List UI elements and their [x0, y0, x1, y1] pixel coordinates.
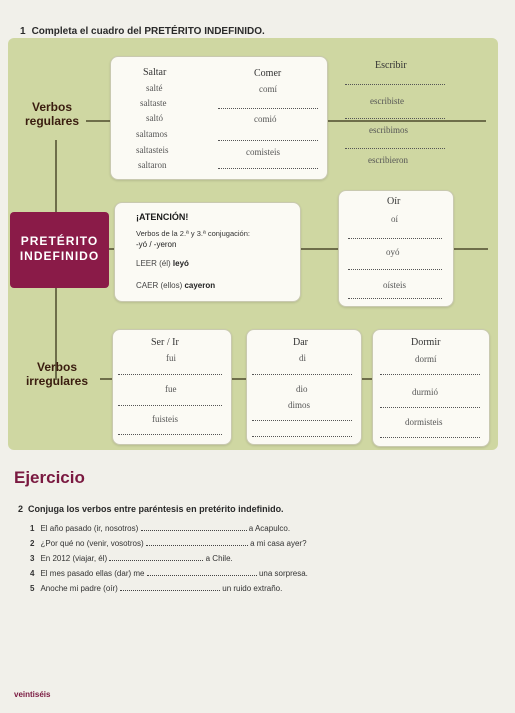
oir-form-2: oyó	[386, 247, 400, 257]
comer-heading: Comer	[254, 68, 282, 79]
saltar-heading: Saltar	[143, 67, 167, 78]
escribir-blank-1[interactable]	[345, 84, 445, 85]
oir-form-3: oísteis	[383, 280, 407, 290]
escribir-blank-3[interactable]	[345, 148, 445, 149]
escribir-heading: Escribir	[375, 60, 407, 71]
oir-blank-1[interactable]	[348, 238, 442, 239]
exercise-item-4: 4 El mes pasado ellas (dar) me una sorpresa.	[30, 569, 308, 578]
ser-ir-form-2: fue	[165, 384, 177, 394]
dar-form-3: dimos	[288, 400, 311, 410]
comer-form-2: comió	[254, 114, 277, 124]
exercise-item-2: 2 ¿Por qué no (venir, vosotros) a mi casa ayer?	[30, 539, 307, 548]
dormir-blank-1[interactable]	[380, 374, 480, 375]
atencion-title: ¡ATENCIÓN!	[136, 212, 189, 222]
dormir-heading: Dormir	[411, 337, 441, 348]
comer-blank-3[interactable]	[218, 168, 318, 169]
saltar-form-6: saltaron	[138, 160, 167, 170]
escribir-blank-2[interactable]	[345, 118, 445, 119]
oir-form-1: oí	[391, 214, 399, 224]
comer-blank-1[interactable]	[218, 108, 318, 109]
dar-form-1: di	[299, 353, 307, 363]
dormir-form-1: dormí	[415, 354, 437, 364]
section-number: 1	[20, 26, 26, 37]
dormir-blank-3[interactable]	[380, 437, 480, 438]
saltar-form-4: saltamos	[136, 129, 168, 139]
atencion-line-3: LEER (él) leyó	[136, 259, 189, 268]
regular-verbs-label: Verbos regulares	[24, 100, 80, 128]
saltar-form-5: saltasteis	[136, 145, 169, 155]
answer-blank-1[interactable]	[141, 530, 247, 531]
answer-blank-3[interactable]	[109, 560, 203, 561]
preterito-indefinido-label: PRETÉRITO INDEFINIDO	[10, 212, 109, 288]
dormir-blank-2[interactable]	[380, 407, 480, 408]
oir-heading: Oír	[387, 196, 401, 207]
section-instruction: Completa el cuadro del PRETÉRITO INDEFINIDO.	[31, 26, 265, 37]
page-number: veintiséis	[14, 690, 51, 699]
dar-blank-1[interactable]	[252, 374, 352, 375]
exercise-instruction: 2 Conjuga los verbos entre paréntesis en pretérito indefinido.	[18, 504, 284, 514]
section-1-header	[20, 26, 265, 37]
answer-blank-2[interactable]	[146, 545, 248, 546]
escribir-form-2: escribimos	[369, 125, 408, 135]
exercise-item-3: 3 En 2012 (viajar, él) a Chile.	[30, 554, 233, 563]
ser-ir-heading: Ser / Ir	[151, 337, 179, 348]
comer-form-3: comisteis	[246, 147, 280, 157]
oir-blank-2[interactable]	[348, 269, 442, 270]
exercise-item-1: 1 El año pasado (ir, nosotros) a Acapulco.	[30, 524, 291, 533]
saltar-form-2: saltaste	[140, 98, 167, 108]
irregular-verbs-label: Verbos irregulares	[25, 360, 89, 388]
dormir-form-2: durmió	[412, 387, 438, 397]
exercise-item-5: 5 Anoche mi padre (oír) un ruido extraño.	[30, 584, 283, 593]
ser-ir-blank-1[interactable]	[118, 374, 222, 375]
ser-ir-form-3: fuisteis	[152, 414, 178, 424]
dar-blank-3[interactable]	[252, 436, 352, 437]
ser-ir-blank-3[interactable]	[118, 434, 222, 435]
comer-form-1: comí	[259, 84, 277, 94]
exercise-title: Ejercicio	[14, 468, 85, 487]
atencion-line-4: CAER (ellos) cayeron	[136, 281, 216, 290]
ser-ir-blank-2[interactable]	[118, 405, 222, 406]
dar-blank-2[interactable]	[252, 420, 352, 421]
atencion-line-1: Verbos de la 2.ª y 3.ª conjugación:	[136, 229, 250, 238]
dar-form-2: dio	[296, 384, 308, 394]
oir-blank-3[interactable]	[348, 298, 442, 299]
dormir-form-3: dormisteis	[405, 417, 443, 427]
escribir-form-3: escribieron	[368, 155, 408, 165]
saltar-form-1: salté	[146, 83, 163, 93]
saltar-form-3: saltó	[146, 113, 163, 123]
answer-blank-4[interactable]	[147, 575, 257, 576]
ser-ir-form-1: fui	[166, 353, 176, 363]
dar-heading: Dar	[293, 337, 308, 348]
atencion-line-2: -yó / -yeron	[136, 240, 177, 249]
answer-blank-5[interactable]	[120, 590, 220, 591]
escribir-form-1: escribiste	[370, 96, 404, 106]
comer-blank-2[interactable]	[218, 140, 318, 141]
